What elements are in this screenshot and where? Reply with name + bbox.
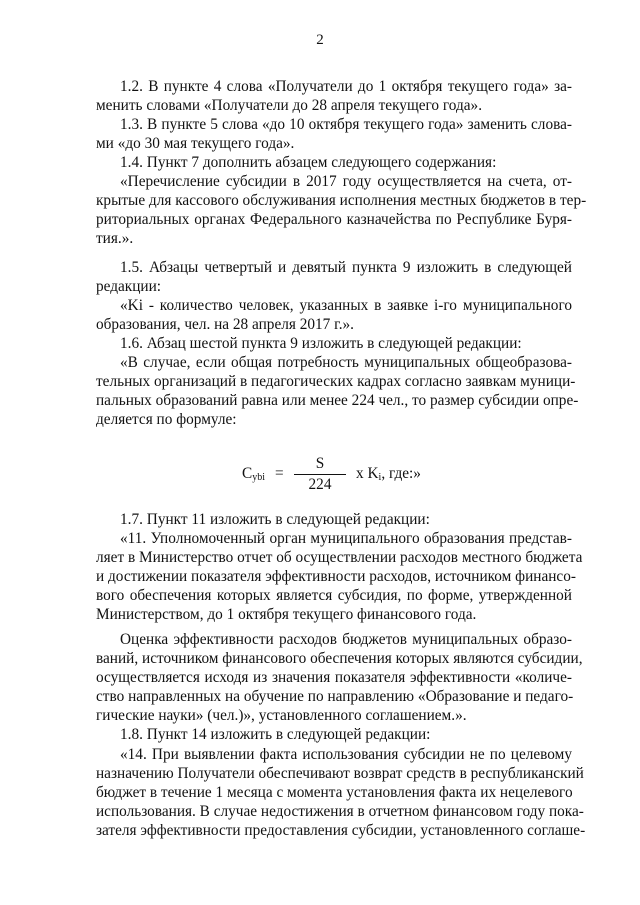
text-line: 1.8. Пункт 14 изложить в следующей редакции: — [120, 726, 431, 743]
formula-tail: x $K_i$, где:» — [356, 465, 421, 483]
text-line: бюджет в течение 1 месяца с момента установления факта их нецелевого — [96, 784, 573, 801]
text-line: ство направленных на обучение по направлению «Образование и педаго- — [96, 688, 574, 705]
text-line: 1.7. Пункт 11 изложить в следующей редакции: — [120, 511, 430, 528]
text-line: деляется по формуле: — [96, 411, 237, 428]
text-line: редакции: — [96, 278, 162, 295]
text-line: «В случае, если общая потребность муниципальных общеобразова- — [120, 354, 572, 371]
text-line: 1.4. Пункт 7 дополнить абзацем следующего содержания: — [120, 154, 497, 171]
text-line: «Ki - количество человек, указанных в заявке i-го муниципального — [120, 297, 572, 314]
text-line: Оценка эффективности расходов бюджетов муниципальных образо- — [120, 631, 572, 648]
text-line: использования. В случае недостижения в отчетном финансовом году пока- — [96, 803, 584, 820]
text-line: 1.6. Абзац шестой пункта 9 изложить в следующей редакции: — [120, 335, 522, 352]
text-line: образования, чел. на 28 апреля 2017 г.». — [96, 316, 354, 333]
subsidy-formula — [236, 454, 436, 494]
text-line: осуществляется исходя из значения показателя эффективности «количе- — [96, 669, 572, 686]
text-line: «Перечисление субсидии в 2017 году осуществляется на счета, от- — [120, 173, 572, 190]
formula-tail-subscript: i — [378, 472, 382, 483]
formula-lhs-subscript: уbi — [252, 472, 265, 483]
text-line: риториальных органах Федерального казначейства по Республике Буря- — [96, 211, 572, 228]
text-line: Министерством, до 1 октября текущего финансового года. — [96, 606, 477, 623]
text-line: вого обеспечения которых является субсидия, по форме, утвержденной — [96, 587, 572, 604]
text-line: «11. Уполномоченный орган муниципального образования представ- — [120, 530, 572, 547]
formula-equals: = — [275, 465, 284, 482]
text-line: зателя эффективности предоставления субсидии, установленного соглаше- — [96, 822, 586, 839]
page-number: 2 — [316, 32, 324, 48]
text-line: ляет в Министерство отчет об осуществлении расходов местного бюджета — [96, 549, 583, 566]
text-line: тия.». — [96, 230, 134, 247]
text-line: тельных организаций в педагогических кадрах согласно заявкам муници- — [96, 373, 576, 390]
text-line: назначению Получатели обеспечивают возврат средств в республиканский — [96, 765, 584, 782]
formula-lhs: $С_{уbi}$ — [242, 465, 265, 483]
text-line: гические науки» (чел.)», установленного соглашением.». — [96, 707, 467, 724]
text-line: ми «до 30 мая текущего года». — [96, 135, 295, 152]
text-line: менить словами «Получатели до 28 апреля текущего года». — [96, 97, 483, 114]
text-line: ваний, источником финансового обеспечения которых являются субсидии, — [96, 650, 583, 667]
formula-denominator: 224 — [308, 476, 332, 493]
text-line: крытые для кассового обслуживания исполнения местных бюджетов в тер- — [96, 192, 587, 209]
text-line: «14. При выявлении факта использования субсидии не по целевому — [120, 746, 572, 763]
text-line: и достижении показателя эффективности расходов, источником финансо- — [96, 568, 576, 585]
text-line: 1.2. В пункте 4 слова «Получатели до 1 октября текущего года» за- — [120, 78, 572, 95]
text-line: 1.3. В пункте 5 слова «до 10 октября текущего года» заменить слова- — [120, 116, 572, 133]
text-line: пальных образований равна или менее 224 чел., то размер субсидии опре- — [96, 392, 579, 409]
text-line: 1.5. Абзацы четвертый и девятый пункта 9 изложить в следующей — [120, 259, 572, 276]
formula-numerator: S — [315, 455, 325, 472]
